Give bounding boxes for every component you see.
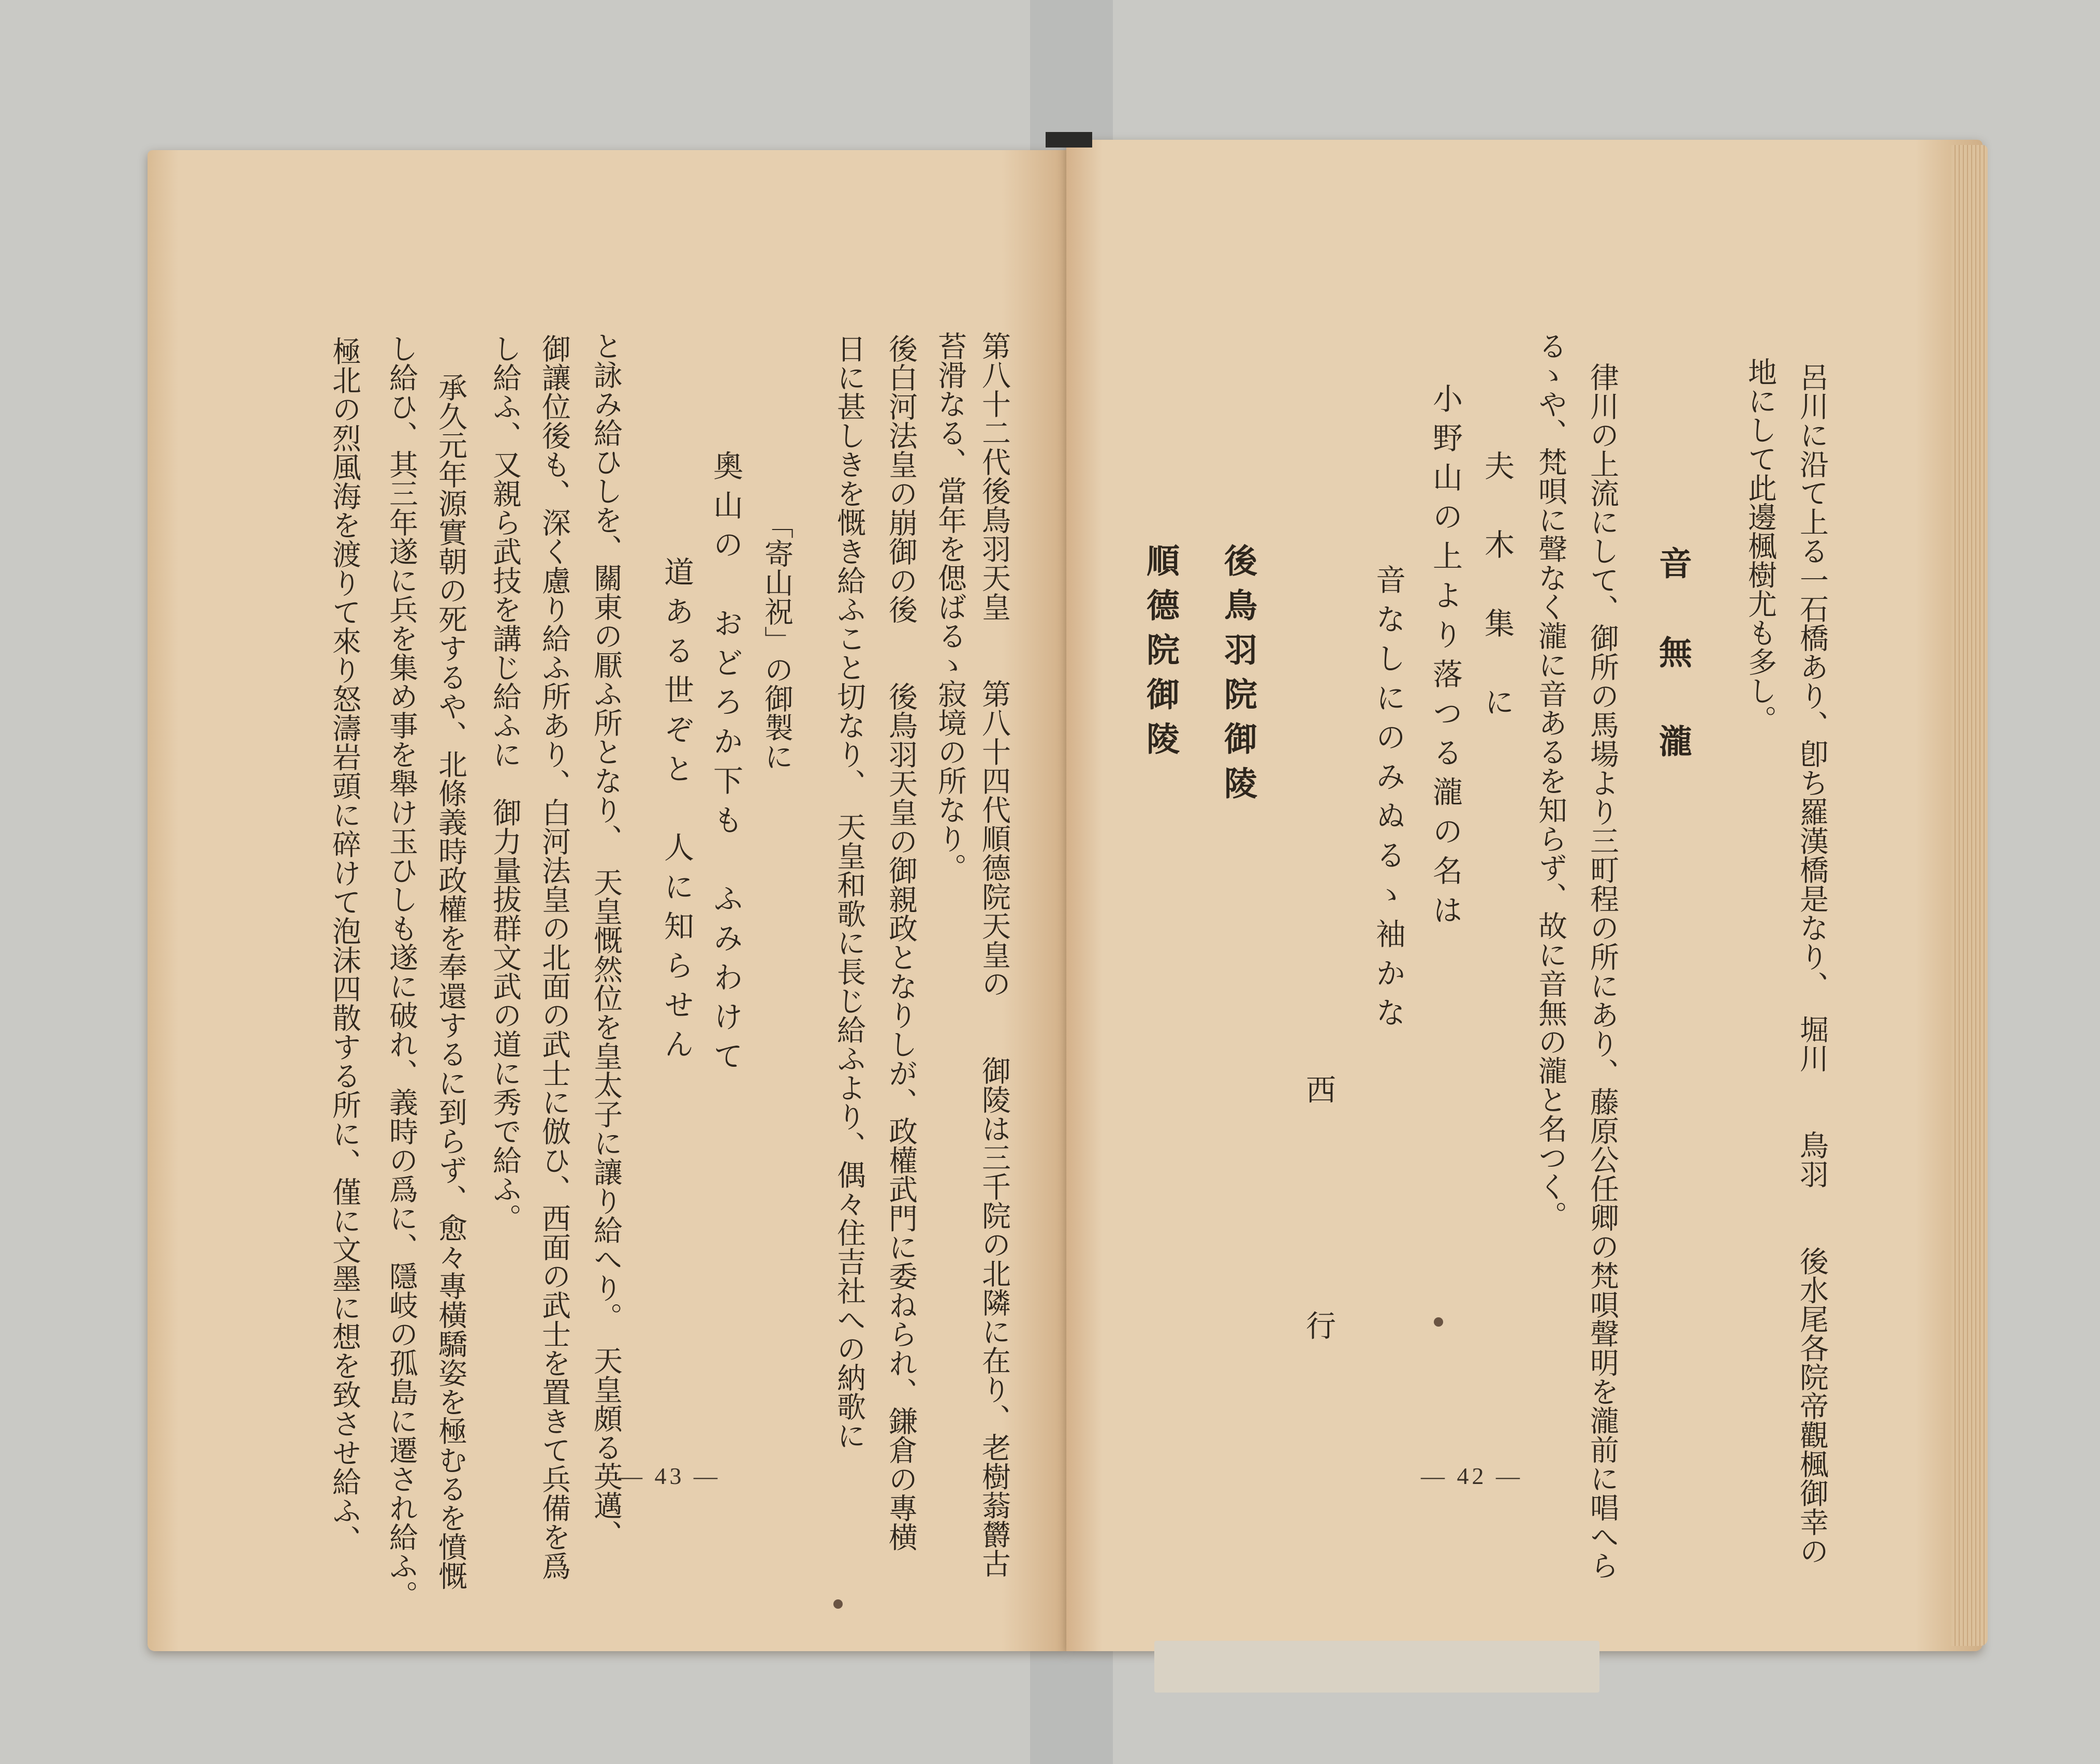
spine-top xyxy=(1046,132,1092,148)
page-edges xyxy=(1951,145,1988,1646)
left-poem-line-1: 奧山の おどろか下も ふみわけて xyxy=(708,450,743,1080)
left-col-9: 御讓位後も、深く慮り給ふ所あり、白河法皇の北面の武士に倣ひ、西面の武士を置きて兵備を爲 xyxy=(537,334,571,1580)
poem-author-saigyo: 西 行 xyxy=(1301,1074,1336,1349)
left-col-10: し給ふ、又親ら武技を講じ給ふに 御力量拔群文武の道に秀で給ふ。 xyxy=(488,334,522,1232)
left-col-13: 極北の烈風海を渡りて來り怒濤岩頭に碎けて泡沫四散する所に、僅に文墨に想を致させ給ふ、 xyxy=(328,336,361,1554)
bookmark-slip xyxy=(1154,1641,1599,1693)
poem-line-2: 音なしにのみぬるゝ袖かな xyxy=(1371,564,1406,1036)
left-col-1: 第八十二代後鳥羽天皇 第八十四代順德院天皇の 御陵は三千院の北隣に在り、老樹蓊欝古 xyxy=(977,331,1011,1578)
left-col-2: 苔滑なる、當年を偲ばるゝ寂境の所なり。 xyxy=(933,331,967,882)
poem-source-fubokushu: 夫 木 集 に xyxy=(1479,450,1515,726)
left-col-8: と詠み給ひしを、關東の厭ふ所となり、 天皇慨然位を皇太子に讓り給へり。 天皇頗る英邁、 xyxy=(589,331,623,1549)
right-col-1: 呂川に沿て上る一石橋あり、卽ち羅漢橋是なり、 堀川 鳥羽 後水尾各院帝觀楓御幸の xyxy=(1795,362,1829,1565)
otonashi-col-2: るゝや、梵唄に聲なく瀧に音あるを知らず、故に音無の瀧と名つく。 xyxy=(1534,331,1567,1230)
left-col-11: 承久元年源實朝の死するや、北條義時政權を奉還するに到らず、愈々專橫驕姿を極むるを憤慨 xyxy=(434,373,467,1590)
paper-speck-right xyxy=(1434,1317,1443,1327)
otonashi-col-1: 律川の上流にして、御所の馬場より三町程の所にあり、藤原公任卿の梵唄聲明を瀧前に唱へら xyxy=(1585,362,1619,1580)
right-col-2: 地にして此邊楓樹尤も多し。 xyxy=(1743,357,1777,734)
left-col-4: 日に甚しきを慨き給ふこと切なり、 天皇和歌に長じ給ふより、偶々住吉社への納歌に xyxy=(832,334,866,1450)
left-poem-line-2: 道ある世ぞと 人に知らせん xyxy=(659,556,694,1068)
left-page-number: — 43 — xyxy=(619,1463,721,1489)
left-col-5: 「寄山祝」の御製に xyxy=(760,510,794,771)
heading-juntoku-mausoleum: 順德院御陵 xyxy=(1141,543,1180,766)
poem-line-1: 小野山の上より落つる瀧の名は xyxy=(1428,383,1463,934)
left-col-3: 後白河法皇の崩御の後 後鳥羽天皇の御親政となりしが、政權武門に委ねられ、鎌倉の專横 xyxy=(884,334,918,1551)
right-page xyxy=(1066,140,1982,1651)
heading-otonashi-falls: 音 無 瀧 xyxy=(1653,546,1692,769)
paper-speck xyxy=(833,1599,843,1609)
heading-gotoba-mausoleum: 後鳥羽院御陵 xyxy=(1218,543,1257,811)
left-col-12: し給ひ、其三年遂に兵を集め事を舉け玉ひしも遂に破れ、義時の爲に、隱岐の孤島に遷され給ふ。 xyxy=(385,334,418,1609)
right-page-number: — 42 — xyxy=(1421,1463,1523,1489)
